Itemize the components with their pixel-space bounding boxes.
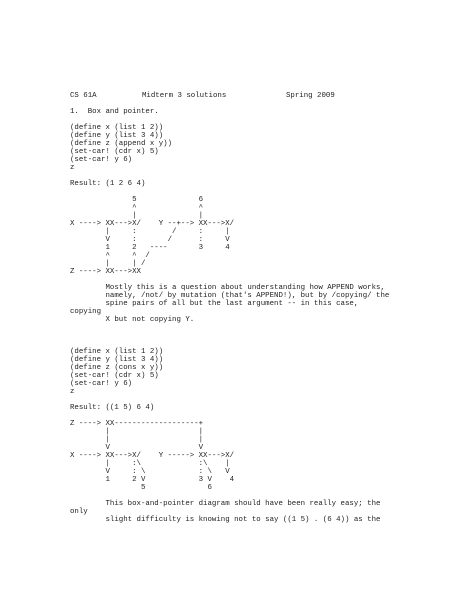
diagram-line: V : \ : \ V — [70, 468, 230, 476]
diagram-line: 1 2 V 3 V 4 — [70, 476, 235, 484]
code-line: (define z (append x y)) — [70, 140, 173, 148]
header-term: Spring 2009 — [286, 92, 335, 100]
code-line: (define x (list 1 2)) — [70, 124, 164, 132]
explanation-line: spine pairs of all but the last argument -- in this case, — [70, 300, 359, 308]
diagram-line: | | / — [70, 260, 146, 268]
result-line: Result: ((1 5) 6 4) — [70, 404, 155, 412]
result-line: Result: (1 2 6 4) — [70, 180, 146, 188]
header-course: CS 61A — [70, 92, 97, 100]
explanation-line: copying — [70, 308, 102, 316]
diagram-line: V : / : V — [70, 236, 230, 244]
explanation-line: Mostly this is a question about understanding how APPEND works, — [70, 284, 385, 292]
diagram-line: | | — [70, 428, 204, 436]
diagram-line: | :\ :\ | — [70, 460, 230, 468]
diagram-line: ^ ^ / — [70, 252, 150, 260]
explanation-line: namely, /not/ by mutation (that's APPEND!), but by /copying/ the — [70, 292, 390, 300]
explanation-line: This box-and-pointer diagram should have been really easy; the — [70, 500, 381, 508]
diagram-line: | | — [70, 436, 204, 444]
diagram-line: X ----> XX--->X/ Y --+--> XX--->X/ — [70, 220, 235, 228]
code-line: (set-car! (cdr x) 5) — [70, 372, 159, 380]
diagram-line: Z ----> XX-------------------+ — [70, 420, 204, 428]
diagram-line: X ----> XX--->X/ Y -----> XX--->X/ — [70, 452, 235, 460]
diagram-line: | | — [70, 212, 204, 220]
explanation-line: only — [70, 508, 88, 516]
code-line: (set-car! y 6) — [70, 380, 133, 388]
diagram-line: 5 6 — [70, 196, 204, 204]
diagram-line: V V — [70, 444, 204, 452]
code-line: (set-car! (cdr x) 5) — [70, 148, 159, 156]
diagram-line: Z ----> XX--->XX — [70, 268, 141, 276]
diagram-line: ^ ^ — [70, 204, 204, 212]
code-line: (define z (cons x y)) — [70, 364, 164, 372]
code-line: (set-car! y 6) — [70, 156, 133, 164]
diagram-line: | : / : | — [70, 228, 230, 236]
diagram-line: 1 2 ---- 3 4 — [70, 244, 230, 252]
code-line: z — [70, 388, 75, 396]
code-line: (define x (list 1 2)) — [70, 348, 164, 356]
diagram-line: 5 6 — [70, 484, 212, 492]
code-line: z — [70, 164, 75, 172]
code-line: (define y (list 3 4)) — [70, 132, 164, 140]
header-title: Midterm 3 solutions — [142, 92, 227, 100]
code-line: (define y (list 3 4)) — [70, 356, 164, 364]
explanation-line: X but not copying Y. — [70, 316, 195, 324]
explanation-line: slight difficulty is knowing not to say ((1 5) . (6 4)) as the — [70, 516, 381, 524]
question-heading: 1. Box and pointer. — [70, 108, 159, 116]
